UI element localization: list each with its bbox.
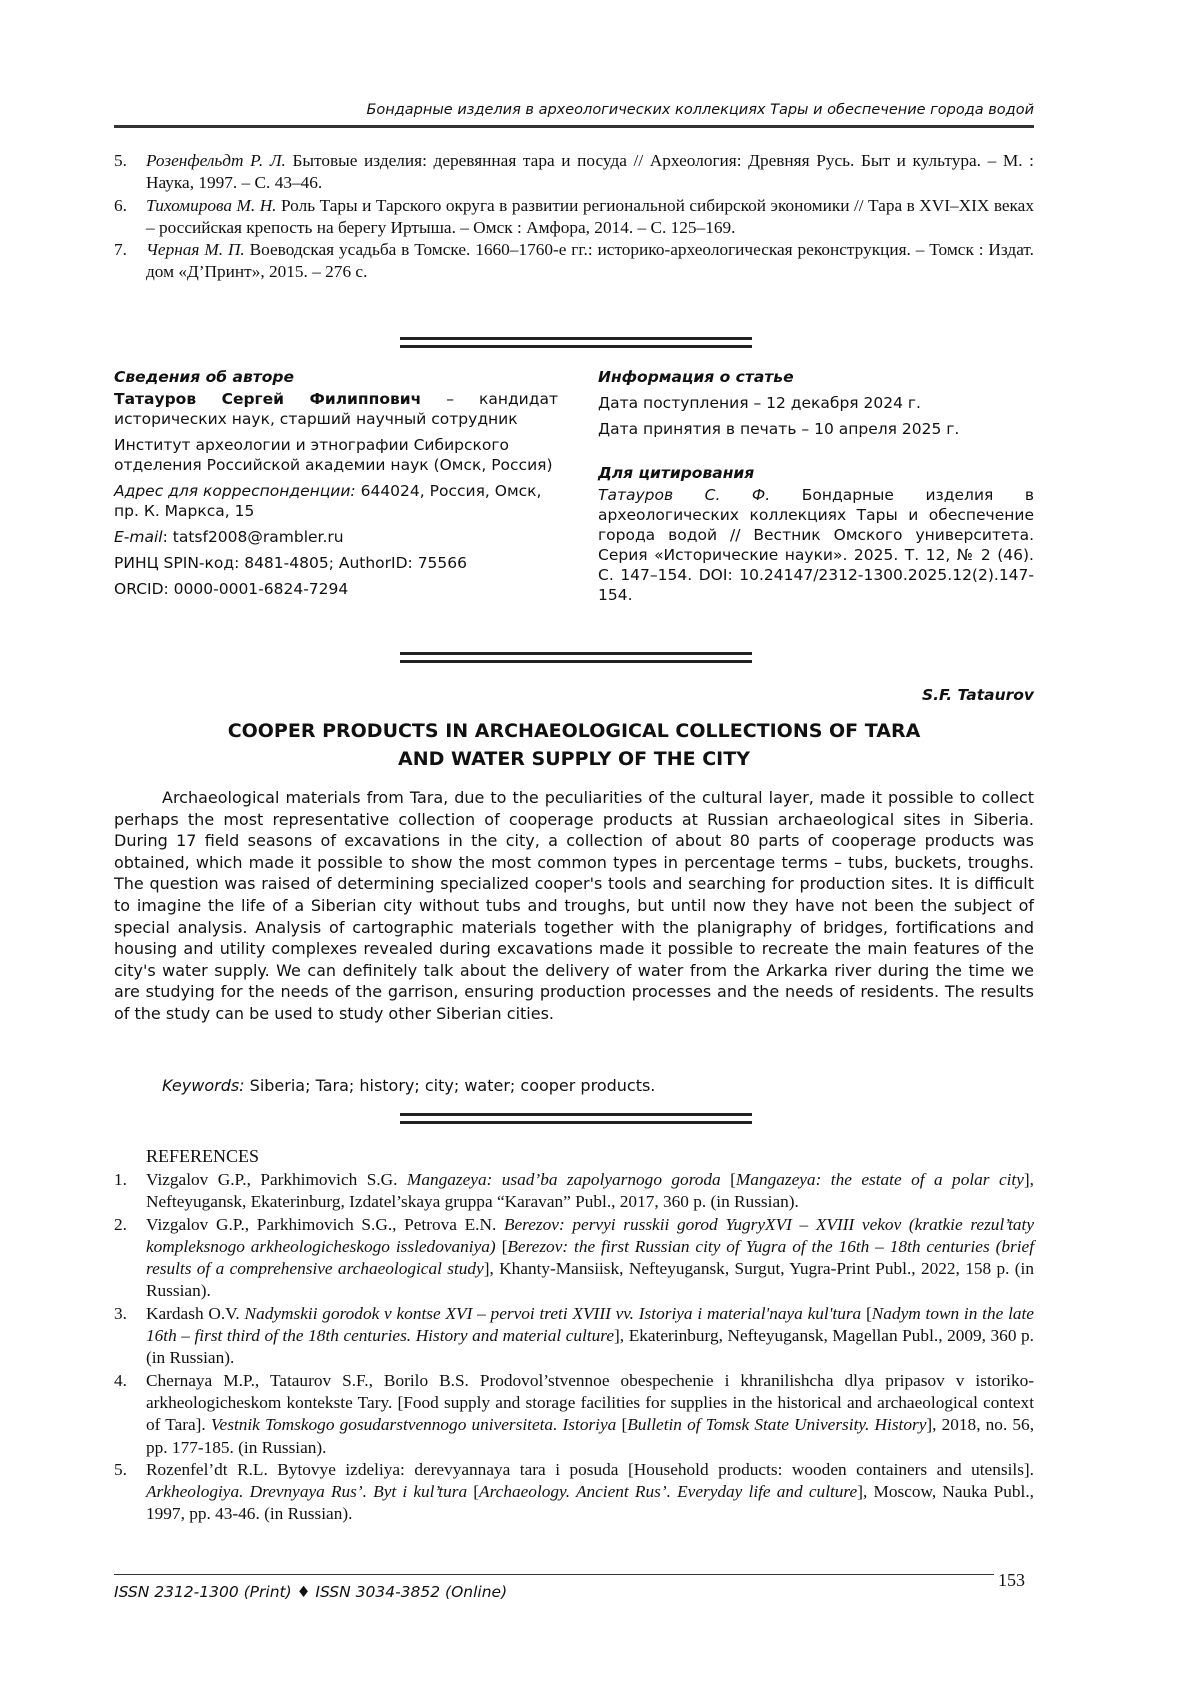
ref-number: 1. [114, 1170, 127, 1189]
ref-title-translation: Bulletin of Tomsk State University. History [627, 1415, 927, 1435]
title-line-1: COOPER PRODUCTS IN ARCHAEOLOGICAL COLLECTIONS OF TARA [227, 720, 921, 742]
author-info [114, 367, 558, 599]
keywords-label: Keywords: [162, 1076, 245, 1095]
ref-imprint: ], Nefteyugansk, Ekaterinburg, Izdatel’skaya gruppa “Karavan” Publ., 2017, 360 p. (in Russian). [146, 1170, 1034, 1212]
ru-reference-list [114, 150, 1034, 284]
ref-author: Черная М. П. [146, 240, 245, 260]
author-name-line [114, 389, 558, 429]
ref-authors: Vizgalov G.P., Parkhimovich S.G., Petrova E.N. [146, 1214, 504, 1234]
keywords-list: Siberia; Tara; history; city; water; cooper products. [244, 1076, 656, 1095]
footer-issn: ISSN 2312-1300 (Print) ♦ ISSN 3034-3852 (Online) [114, 1583, 508, 1601]
ref-number: 3. [114, 1303, 127, 1323]
abstract: Archaeological materials from Tara, due to the peculiarities of the cultural layer, made it possible to collect perhaps the most representative collection of cooperage products at Russian archaeological sites in Siberia. During 17 field seasons of excavations in the city, a collection of about 80 parts of cooperage products was obtained, which made it possible to show the most common types in percentage terms – tubs, buckets, troughs. The question was raised of determining specialized cooper's tools and searching for production sites. It is difficult to imagine the life of a Siberian city without tubs and troughs, but until now they have not been the subject of special analysis. Analysis of cartographic materials together with the planigraphy of bridges, fortifications and housing and utility complexes revealed during excavations made it possible to recreate the main features of the city's water supply. We can definitely talk about the delivery of water from the Arkarka river during the time we are studying for the needs of the garrison, ensuring production processes and the needs of residents. The results of the study can be used to study other Siberian cities. [114, 788, 1034, 1023]
ru-reference-5 [114, 150, 1034, 195]
page-number: 153 [998, 1570, 1025, 1590]
ref-number: 5. [114, 151, 127, 170]
ref-text: Роль Тары и Тарского округа в развитии региональной сибирской экономики // Тара в XVI–XIX веках – российская крепость на берегу Иртыша. – Омск : Амфора, 2014. – С. 125–169. [146, 195, 1034, 237]
email-label: E-mail [114, 528, 163, 546]
ref-number: 7. [114, 240, 127, 260]
ref-title: Arkheologiya. Drevnyaya Rus’. Byt i kul’tura [146, 1482, 468, 1502]
en-reference-2 [114, 1214, 1034, 1303]
date-received: Дата поступления – 12 декабря 2024 г. [598, 394, 921, 412]
section-divider [400, 652, 752, 663]
ref-title: Vestnik Tomskogo gosudarstvennogo universiteta. Istoriya [210, 1415, 617, 1435]
ref-bracket: [ [861, 1303, 872, 1323]
author-institution: Институт археологии и этнографии Сибирского отделения Российской академии наук (Омск, Россия) [114, 436, 553, 474]
ref-title-translation: Nadym town in the late 16th – first third of the 18th centuries. History and material culture [146, 1303, 1034, 1346]
ref-title-translation: Archaeology. Ancient Rus’. Everyday life and culture [479, 1482, 858, 1502]
author-email-line [114, 527, 558, 547]
ref-author: Розенфельдт Р. Л. [146, 151, 286, 170]
ref-number: 6. [114, 195, 127, 215]
author-en: S.F. Tataurov [922, 686, 1034, 704]
author-name: Татауров Сергей Филиппович [114, 390, 422, 408]
keywords [162, 1076, 655, 1095]
article-info [598, 367, 1034, 605]
en-reference-3 [114, 1303, 1034, 1370]
section-divider [400, 337, 752, 348]
article-title-en [114, 717, 1034, 773]
ref-author: Тихомирова М. Н. [146, 195, 277, 215]
address-label: Адрес для корреспонденции: [114, 482, 356, 500]
citation-text [598, 485, 1034, 605]
citation-body: Бондарные изделия в археологических коллекциях Тары и обеспечение города водой // Вестник Омского университета. Серия «Исторические науки». 2025. Т. 12, № 2 (46). С. 147–154. DOI: 10.24147/2312-1300.2025.12(2).147-154. [598, 486, 1034, 604]
section-divider [400, 1113, 752, 1124]
ref-number: 4. [114, 1370, 127, 1390]
ref-imprint: ], Moscow, Nauka Publ., 1997, pp. 43-46. (in Russian). [146, 1482, 1034, 1524]
ref-text: Воеводская усадьба в Томске. 1660–1760-е гг.: историко-археологическая реконструкция. – Томск : Издат. дом «Д’Принт», 2015. – 276 с. [146, 240, 1034, 282]
ref-title-translation: Berezov: the first Russian city of Yugra of the 16th – 18th centuries (brief results of a comprehensive archaeological study [146, 1236, 1035, 1279]
footer-rule [114, 1574, 994, 1575]
author-position: – кандидат исторических наук, старший научный сотрудник [114, 390, 558, 428]
running-header: Бондарные изделия в археологических коллекциях Тары и обеспечение города водой [366, 102, 1034, 118]
ref-title: Nadymskii gorodok v kontse XVI – pervoi treti XVIII vv. Istoriya i material'naya kul'tura [244, 1303, 862, 1323]
ref-title: Mangazeya: usad’ba zapolyarnogo goroda [406, 1170, 721, 1189]
ref-number: 2. [114, 1214, 127, 1234]
ref-imprint: ], Khanty-Mansiisk, Nefteyugansk, Surgut, Yugra-Print Publ., 2022, 158 p. (in Russian). [146, 1259, 1034, 1301]
ref-imprint: ], 2018, no. 56, pp. 177-185. (in Russian). [146, 1415, 1035, 1457]
ref-number: 5. [114, 1459, 127, 1479]
ref-title-translation: Mangazeya: the estate of a polar city [735, 1170, 1024, 1189]
article-info-heading: Информация о статье [598, 368, 794, 386]
references-heading: REFERENCES [146, 1146, 260, 1166]
ref-authors: Chernaya M.P., Tataurov S.F., Borilo B.S. Prodovol’stvennoe obespechenie i khranilishcha dlya pripasov v istoriko-arkheologicheskom kontekste Tary. [Food supply and storage facilities for supplies in the historical and archaeological context of Tara]. [146, 1370, 1034, 1435]
ref-imprint: ], Ekaterinburg, Nefteyugansk, Magellan Publ., 2009, 360 p. (in Russian). [146, 1326, 1034, 1368]
en-reference-5 [114, 1459, 1034, 1526]
citation-author: Татауров С. Ф. [598, 486, 771, 504]
citation-heading: Для цитирования [598, 464, 755, 482]
ref-bracket: [ [616, 1415, 628, 1435]
date-accepted: Дата принятия в печать – 10 апреля 2025 г. [598, 420, 960, 438]
title-line-2: AND WATER SUPPLY OF THE CITY [398, 748, 750, 770]
ref-authors: Rozenfel’dt R.L. Bytovye izdeliya: derevyannaya tara i posuda [Household products: wooden containers and utensils]. [146, 1459, 1034, 1479]
ref-bracket: [ [720, 1170, 736, 1189]
ru-reference-6 [114, 195, 1034, 240]
author-orcid: ORCID: 0000-0001-6824-7294 [114, 580, 349, 598]
en-reference-1 [114, 1169, 1034, 1214]
en-reference-list [114, 1169, 1034, 1526]
ref-text: Бытовые изделия: деревянная тара и посуда // Археология: Древняя Русь. Быт и культура. – М. : Наука, 1997. – С. 43–46. [146, 151, 1034, 193]
author-email[interactable]: : tatsf2008@rambler.ru [162, 528, 344, 546]
author-info-heading: Сведения об авторе [114, 368, 295, 386]
ref-authors: Kardash O.V. [146, 1303, 245, 1323]
ref-bracket: [ [467, 1482, 480, 1502]
ru-reference-7 [114, 239, 1034, 284]
author-address: 644024, Россия, Омск, пр. К. Маркса, 15 [114, 482, 542, 520]
ref-title: Berezov: pervyi russkii gorod YugryXVI – XVIII vekov (kratkie rezul’taty kompleksnogo arkheologicheskogo issledovaniya) [146, 1214, 1034, 1256]
author-address-line [114, 481, 558, 521]
header-rule [114, 125, 1034, 128]
author-rinc: РИНЦ SPIN-код: 8481-4805; AuthorID: 75566 [114, 554, 467, 572]
ref-bracket: [ [495, 1236, 508, 1256]
en-reference-4 [114, 1370, 1034, 1459]
ref-authors: Vizgalov G.P., Parkhimovich S.G. [146, 1170, 407, 1189]
